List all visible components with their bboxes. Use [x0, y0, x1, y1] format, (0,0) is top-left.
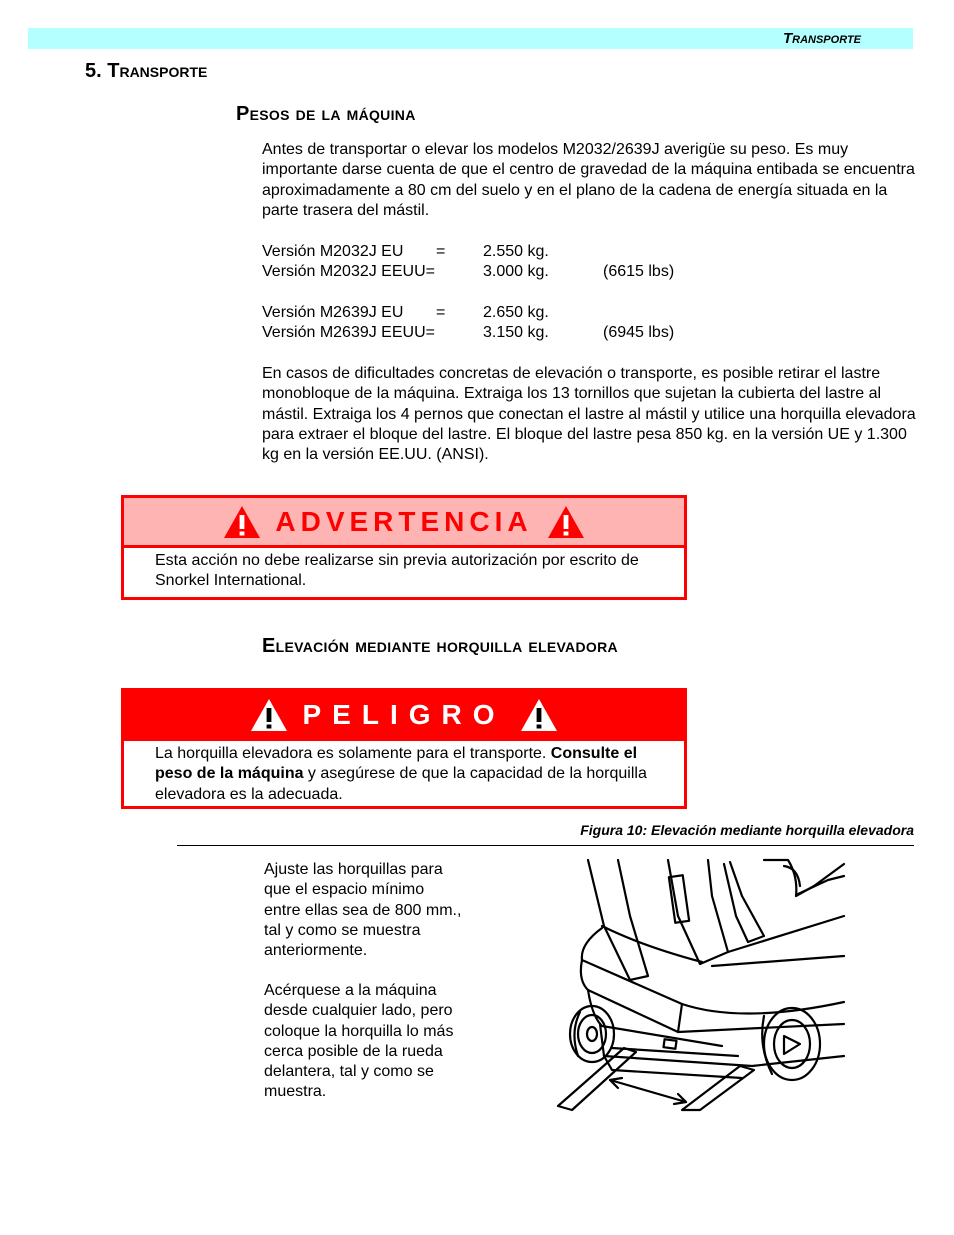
warning-triangle-icon: [547, 505, 585, 539]
spec-model: Versión M2032J EU: [262, 243, 404, 260]
ballast-paragraph: En casos de dificultades concretas de elevación o transporte, es posible retirar el lastre monobloque de la máquina. Extraiga los 13 tornillos que sujetan la cubierta del lastre al mástil. Extraiga los 4 pernos que conectan el lastre al mástil y utilice una horquilla elevadora para extraer el bloque del lastre. El bloque del lastre pesa 850 kg. en la versión UE y 1.300 kg en la versión EE.UU. (ANSI).: [262, 365, 916, 464]
spec-weight: 2.650 kg.: [483, 304, 549, 321]
step-adjust-forks: Ajuste las horquillas para que el espacio mínimo entre ellas sea de 800 mm., tal y como se muestra anteriormente.: [264, 861, 462, 960]
spec-model: Versión M2639J EU: [262, 304, 404, 321]
warning-label: ADVERTENCIA: [275, 505, 533, 537]
spec-sep: =: [436, 243, 446, 260]
warning-banner: [124, 498, 684, 548]
spec-weight: 3.000 kg.: [483, 263, 549, 281]
spec-alt: (6615 lbs): [603, 263, 675, 281]
warning-triangle-icon: [223, 505, 261, 539]
danger-label: PELIGRO: [302, 698, 506, 730]
danger-text-bold: Consulte el peso de la máquina: [155, 745, 638, 783]
step-approach-machine: Acérquese a la máquina desde cualquier lado, pero coloque la horquilla lo más cerca posible de la rueda delantera, tal y como se muestra.: [264, 982, 454, 1101]
warning-text: Esta acción no debe realizarse sin previa autorización por escrito de Snorkel International.: [155, 552, 639, 590]
spec-sep: =: [436, 304, 446, 321]
weights-intro: Antes de transportar o elevar los modelos M2032/2639J averigüe su peso. Es muy importante darse cuenta de que el centro de gravedad de la máquina entibada se encuentra aproximadamente a 80 cm del suelo y en el plano de la cadena de energía situada en la parte trasera del mástil.: [262, 141, 915, 219]
danger-triangle-icon: [250, 698, 288, 732]
spec-weight: 2.550 kg.: [483, 243, 549, 260]
danger-triangle-icon: [520, 698, 558, 732]
danger-box: [121, 688, 687, 809]
danger-text-a: La horquilla elevadora es solamente para el transporte.: [155, 745, 551, 762]
danger-text-b: y asegúrese de que la capacidad de la horquilla elevadora es la adecuada.: [155, 765, 647, 803]
warning-box: [121, 495, 687, 600]
forklift-lifting-illustration: [552, 856, 848, 1112]
spec-alt: (6945 lbs): [603, 324, 675, 342]
danger-text: [124, 741, 684, 805]
running-header-title: Transporte: [782, 30, 861, 47]
figure-caption: Figura 10: Elevación mediante horquilla elevadora: [580, 822, 914, 838]
spec-model: Versión M2032J EEUU=: [262, 263, 435, 281]
page-title: 5. Transporte: [85, 60, 208, 82]
danger-banner: [124, 691, 684, 741]
spec-weight: 3.150 kg.: [483, 324, 549, 342]
caption-rule: [177, 845, 914, 846]
section-heading-forklift: Elevación mediante horquilla elevadora: [262, 635, 618, 657]
section-heading-weights: Pesos de la máquina: [236, 103, 416, 125]
spec-model: Versión M2639J EEUU=: [262, 324, 435, 342]
running-header: [28, 28, 913, 49]
